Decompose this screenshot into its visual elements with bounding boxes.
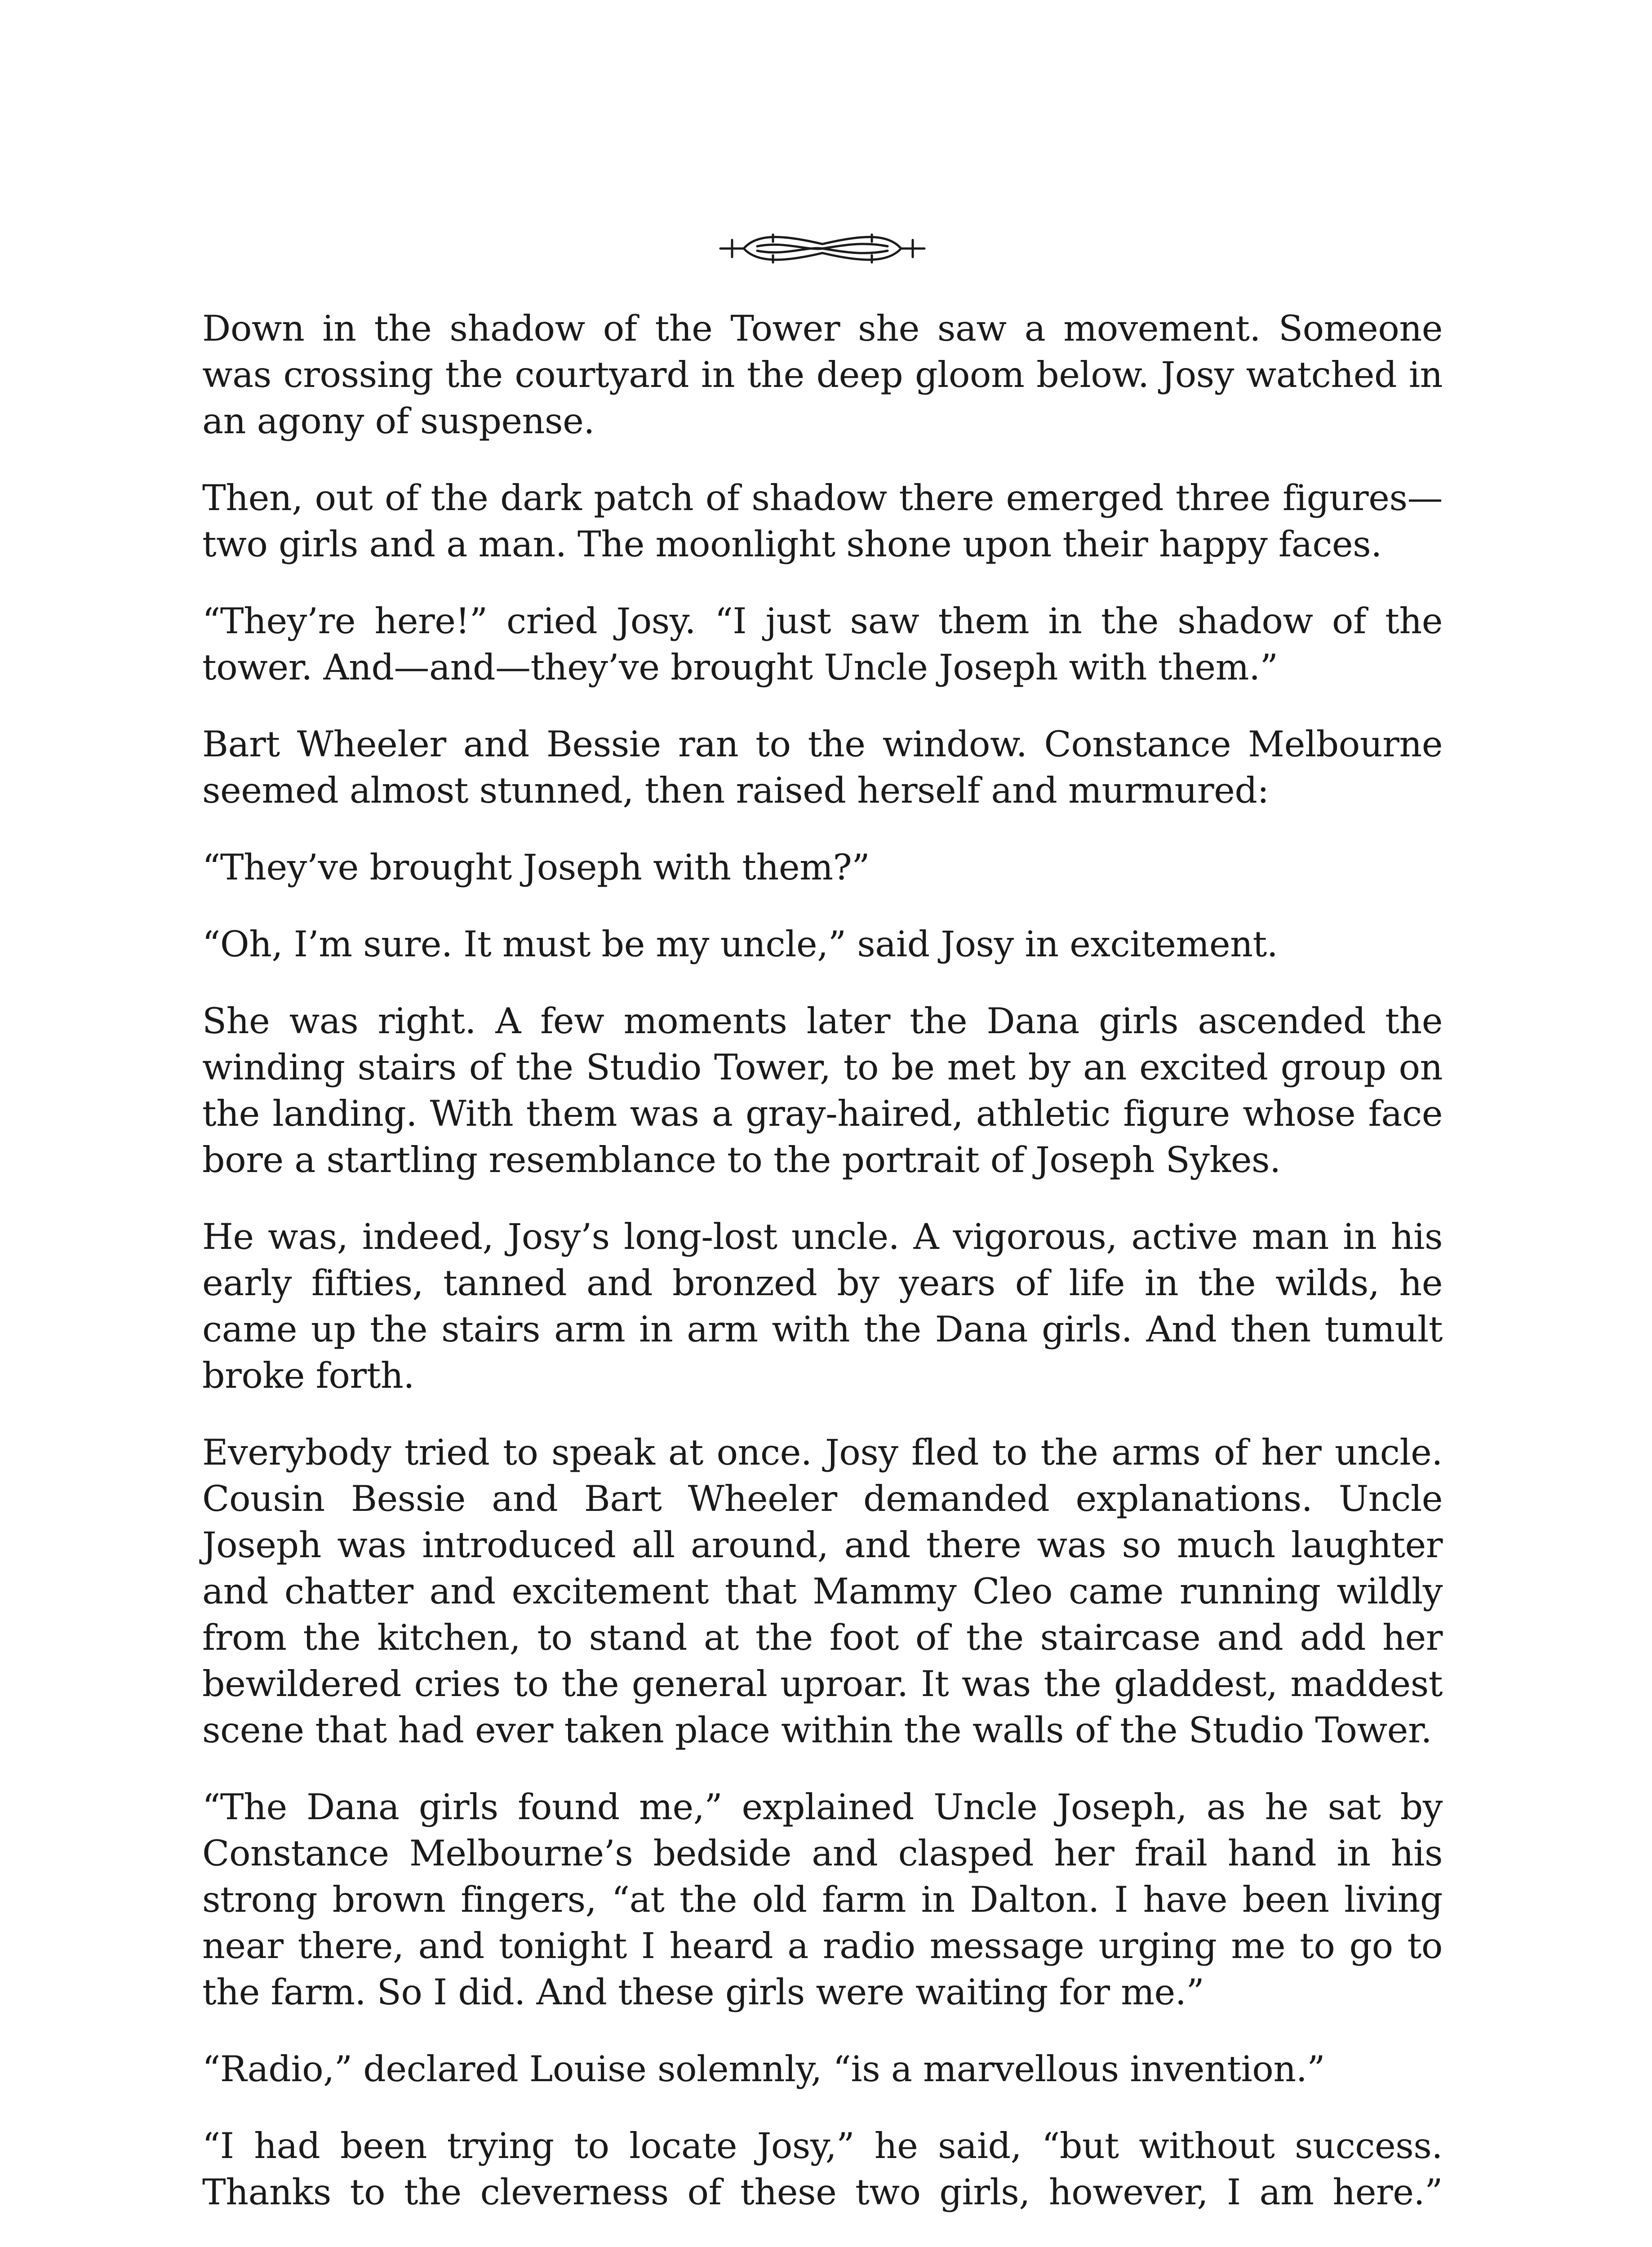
paragraph: She was right. A few moments later the Dana girls ascended the winding stairs of the Studio Tower, to be met by an excited group on the landing. With them was a gray-haired, athletic figure whose face bore a startling resemblance to the portrait of Joseph Sykes. — [202, 1000, 1443, 1181]
paragraph: “They’ve brought Joseph with them?” — [202, 847, 870, 888]
paragraph: “Oh, I’m sure. It must be my uncle,” said Josy in excitement. — [202, 924, 1278, 965]
decorative-scroll-divider-icon — [717, 224, 928, 273]
paragraph: He was, indeed, Josy’s long-lost uncle. A vigorous, active man in his early fifties, tanned and bronzed by years of life in the wilds, he came up the stairs arm in arm with the Dana girls. And then tumult broke forth. — [202, 1216, 1443, 1396]
paragraph: Bart Wheeler and Bessie ran to the window. Constance Melbourne seemed almost stunned, then raised herself and murmured: — [202, 724, 1443, 811]
body-text — [202, 306, 1443, 2246]
paragraph: Down in the shadow of the Tower she saw a movement. Someone was crossing the courtyard in the deep gloom below. Josy watched in an agony of suspense. — [202, 308, 1443, 442]
paragraph: “Radio,” declared Louise solemnly, “is a marvellous invention.” — [202, 2048, 1325, 2090]
paragraph: Then, out of the dark patch of shadow there emerged three figures—two girls and a man. The moonlight shone upon their happy faces. — [202, 477, 1443, 565]
paragraph: Everybody tried to speak at once. Josy fled to the arms of her uncle. Cousin Bessie and Bart Wheeler demanded explanations. Uncle Joseph was introduced all around, and there was so much laughter and chatter and excitement that Mammy Cleo came running wildly from the kitchen, to stand at the foot of the staircase and add her bewildered cries to the general uproar. It was the gladdest, maddest scene that had ever taken place within the walls of the Studio Tower. — [202, 1432, 1443, 1751]
paragraph: “They’re here!” cried Josy. “I just saw them in the shadow of the tower. And—and—they’ve brought Uncle Joseph with them.” — [202, 600, 1443, 688]
paragraph: “I had been trying to locate Josy,” he said, “but without success. Thanks to the cleverness of these two girls, however, I am here.” — [202, 2125, 1443, 2213]
paragraph: “The Dana girls found me,” explained Uncle Joseph, as he sat by Constance Melbourne’s bedside and clasped her frail hand in his strong brown fingers, “at the old farm in Dalton. I have been living near there, and tonight I heard a radio message urging me to go to the farm. So I did. And these girls were waiting for me.” — [202, 1786, 1443, 2013]
